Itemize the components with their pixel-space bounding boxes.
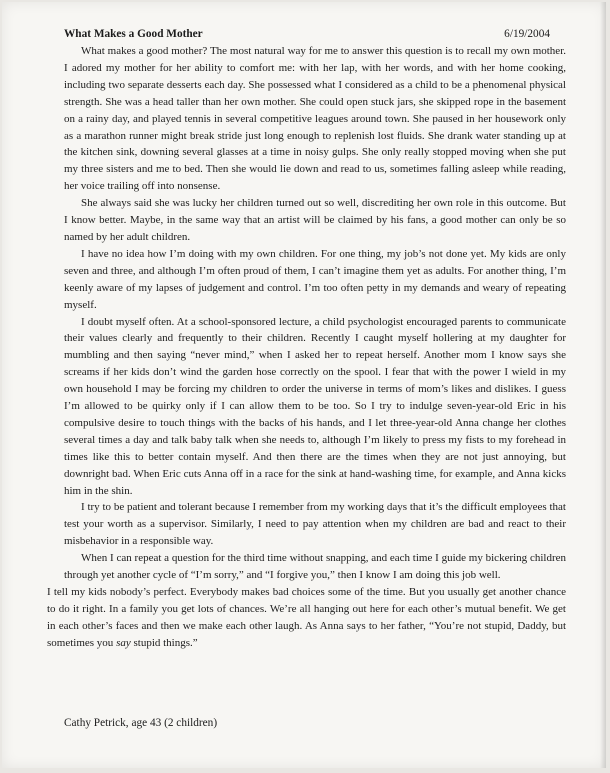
paragraph-7-text-before: I tell my kids nobody’s perfect. Everybody makes bad choices some of the time. But you usually get another chance to do it right. In a family you get lots of chances. We’re all hanging out here for each other’s mutual benefit. We get in each other’s faces and then we make each other laugh. As Anna says to her father, “You’re not stupid, Daddy, but sometimes you xyxy=(47,586,566,649)
page-edge-shadow xyxy=(600,2,606,768)
paragraph-1: What makes a good mother? The most natural way for me to answer this question is to recall my own mother. I adored my mother for her ability to comfort me: with her lap, with her words, and with her home cooking, including two separate desserts each day. She possessed what I considered as a child to be a phenomenal physical strength. She was a head taller than her own mother. She could open stuck jars, she skipped rope in the basement on a rainy day, and played tennis in several competitive leagues around town. She paused in her housework only as a marathon runner might break stride just long enough to replenish lost fluids. She drank water standing up at the kitchen sink, downing several glasses at a time in noisy gulps. She only really stopped moving when she put my three sisters and me to bed. Then she would lie down and read to us, sometimes falling asleep while reading, her voice trailing off into nonsense. xyxy=(64,45,566,193)
paragraph-6: When I can repeat a question for the third time without snapping, and each time I guide my bickering children through yet another cycle of “I’m sorry,” and “I forgive you,” then I know I am doing this job well. xyxy=(64,552,566,582)
paragraph-3: I have no idea how I’m doing with my own children. For one thing, my job’s not done yet. My kids are only seven and three, and although I’m often proud of them, I can’t imagine them yet as adults. For another thing, I’m keenly aware of my lapses of judgement and control. I’m too often petty in my demands and weary of repeating myself. xyxy=(64,247,566,311)
document-title: What Makes a Good Mother xyxy=(64,28,203,40)
document-date: 6/19/2004 xyxy=(504,28,550,40)
document-header xyxy=(64,27,550,42)
paragraph-7 xyxy=(47,584,566,652)
document-body xyxy=(47,43,566,652)
signature-line: Cathy Petrick, age 43 (2 children) xyxy=(64,717,218,729)
paragraph-4: I doubt myself often. At a school-sponsored lecture, a child psychologist encouraged parents to communicate their values clearly and frequently to their children. Recently I caught myself hollering at my daughter for mumbling and then saying “never mind,” when I asked her to repeat herself. Another mom I know says she screams if her kids don’t wind the garden hose correctly on the spool. I fear that with the power I wield in my own household I may be forcing my children to order the universe in terms of mom’s likes and dislikes. I guess I’m allowed to be quirky only if I can allow them to be too. So I try to indulge seven-year-old Eric in his compulsive desire to touch things with the backs of his hands, and I let three-year-old Anna change her clothes several times a day and talk baby talk when she needs to, although I’m likely to press my fists to my forehead in times like this to better contain myself. And then there are the times when they are not just annoying, but downright bad. When Eric cuts Anna off in a race for the sink at hand-washing time, for example, and Anna kicks him in the shin. xyxy=(64,315,566,497)
paragraph-2: She always said she was lucky her children turned out so well, discrediting her own role in this outcome. But I know better. Maybe, in the same way that an artist will be claimed by his fans, a good mother can only be so named by her adult children. xyxy=(64,197,566,243)
document-page xyxy=(2,2,606,768)
paragraph-7-text-after: stupid things.” xyxy=(130,636,198,649)
paragraph-5: I try to be patient and tolerant because I remember from my working days that it’s the difficult employees that test your worth as a supervisor. Similarly, I need to pay attention when my children are bad and react to their misbehavior in a responsible way. xyxy=(64,501,566,548)
paragraph-7-emphasis: say xyxy=(116,636,131,649)
